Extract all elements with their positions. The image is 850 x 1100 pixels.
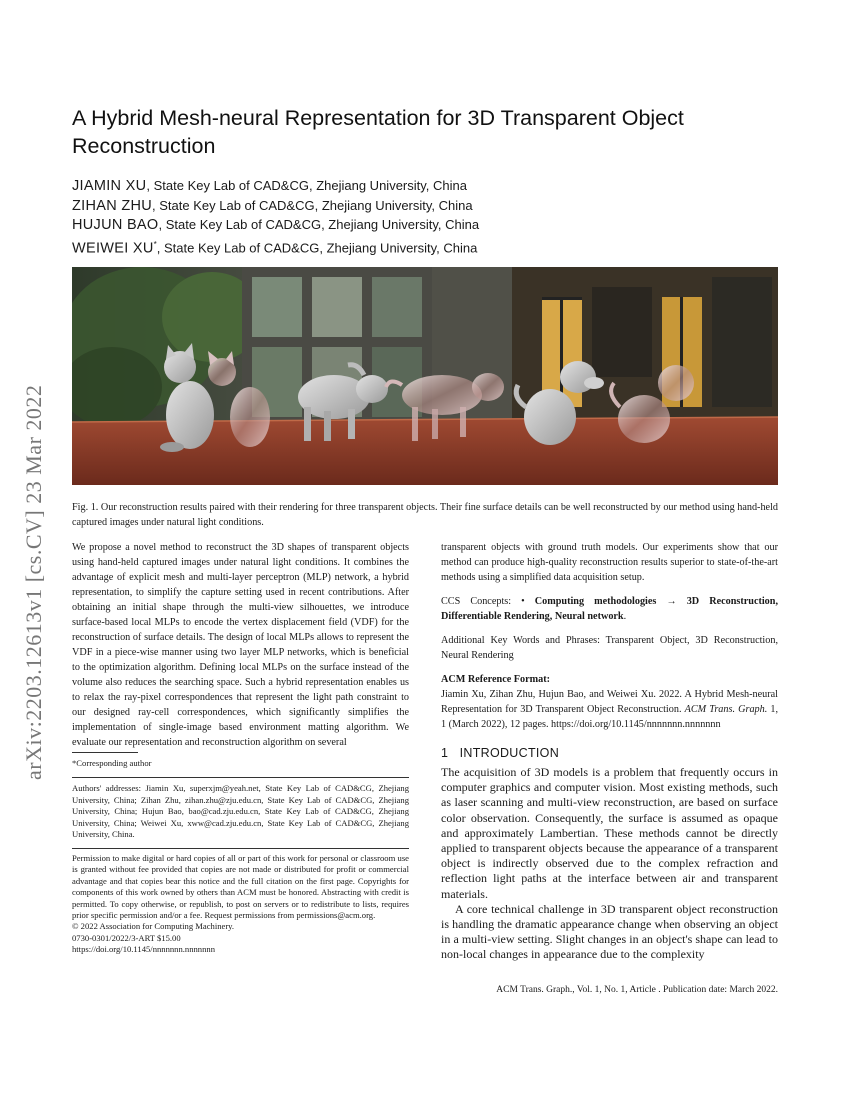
permission-rule xyxy=(72,848,409,849)
ccs-prefix: CCS Concepts: • xyxy=(441,596,525,607)
corresponding-author-note: *Corresponding author xyxy=(72,758,152,768)
abstract: We propose a novel method to reconstruct the 3D shapes of transparent objects using hand-held captured images under natural light conditions. It combines the advantage of explicit mesh and multi-layer perceptron (MLP) network, a hybrid representation, to simplify the capture setting used in recent contributions. After obtaining an initial shape through the multi-view silhouettes, we introduce surface-based local MLPs to encode the vertex displacement field (VDF) for the reconstruction of surface details. The design of local MLPs allows to represent the VDF in a piece-wise manner using two layer MLP networks, which is beneficial to the optimization algorithm. Defining local MLPs on the surface instead of the volume also reduces the searching space. Such a hybrid representation enables us to relax the ray-pixel correspondences that represent the light path constraint to our designed ray-cell correspondences, which significantly simplifies the implementation of single-image based environment matting algorithm. We evaluate our representation and reconstruction algorithm on several xyxy=(72,542,409,748)
ccs-concepts xyxy=(441,594,778,624)
section-number: 1 xyxy=(441,746,449,760)
author-affiliation: , State Key Lab of CAD&CG, Zhejiang University, China xyxy=(152,197,473,213)
right-column xyxy=(441,540,778,963)
doi-line: https://doi.org/10.1145/nnnnnnn.nnnnnnn xyxy=(72,944,215,955)
acm-reference-text: Jiamin Xu, Zihan Zhu, Hujun Bao, and Weiwei Xu. 2022. A Hybrid Mesh-neural Representation for 3D Transparent Object Reconstruction. xyxy=(441,689,778,715)
teaser-image xyxy=(72,267,778,485)
permission-block xyxy=(72,853,409,956)
left-column xyxy=(72,540,409,750)
author-affiliation: , State Key Lab of CAD&CG, Zhejiang University, China xyxy=(146,178,467,193)
author-name: JIAMIN XU xyxy=(72,178,147,194)
author-affiliation: , State Key Lab of CAD&CG, Zhejiang University, China xyxy=(158,217,480,232)
ccs-suffix: . xyxy=(623,611,627,622)
copyright-line: © 2022 Association for Computing Machinery. xyxy=(72,921,235,932)
author-affiliation: , State Key Lab of CAD&CG, Zhejiang University, China xyxy=(156,239,478,255)
author-list xyxy=(72,176,792,254)
author-name: WEIWEI XU xyxy=(72,239,154,256)
author-entry xyxy=(72,215,792,235)
keywords: Additional Key Words and Phrases: Transparent Object, 3D Reconstruction, Neural Rendering xyxy=(441,635,778,661)
page-footer: ACM Trans. Graph., Vol. 1, No. 1, Article . Publication date: March 2022. xyxy=(496,985,778,995)
acm-reference xyxy=(441,687,778,732)
issn-line: 0730-0301/2022/3-ART $15.00 xyxy=(72,932,181,943)
author-name: HUJUN BAO xyxy=(72,217,159,233)
teaser-figure xyxy=(72,267,778,485)
intro-paragraph-1: The acquisition of 3D models is a problem that frequently occurs in computer graphics and computer vision. Most existing methods, such as laser scanning and multi-view reconstruction, are based on surface color observation. Consequently, the surface is assumed as opaque and approximately Lambertian. These methods cannot be directly applied to transparent objects because the appearance of a transparent object is indirectly observed due to the complex refraction and reflection light paths at the interface between air and transparent materials. xyxy=(441,765,778,901)
address-rule xyxy=(72,777,409,778)
acm-reference-journal: ACM Trans. Graph. xyxy=(684,704,768,715)
author-entry xyxy=(72,176,792,196)
abstract-continued: transparent objects with ground truth models. Our experiments show that our method can produce high-quality reconstruction results superior to state-of-the-art methods using a simplified data acquisition setup. xyxy=(441,542,778,583)
author-name: ZIHAN ZHU xyxy=(72,197,153,214)
permission-text: Permission to make digital or hard copies of all or part of this work for personal or classroom use is granted without fee provided that copies are not made or distributed for profit or commercial advantage and that copies bear this notice and the full citation on the first page. Copyrights for components of this work owned by others than ACM must be honored. Abstracting with credit is permitted. To copy otherwise, or republish, to post on servers or to redistribute to lists, requires prior specific permission and/or a fee. Request permissions from permissions@acm.org. xyxy=(72,853,409,921)
acm-reference-tail: 1, 1 (March 2022), 12 pages. https://doi.org/10.1145/nnnnnnn.nnnnnnn xyxy=(441,704,779,730)
footnote-rule xyxy=(72,752,138,753)
figure-caption: Fig. 1. Our reconstruction results paired with their rendering for three transparent objects. Their fine surface details can be well reconstructed by our method using hand-held captured images under natural light conditions. xyxy=(72,502,778,528)
intro-paragraph-2: A core technical challenge in 3D transparent object reconstruction is handling the dramatic appearance change when observing an object in a multi-view setting. Slight changes in an object's shape can lead to non-local changes in appearance due to the complexity xyxy=(441,901,778,962)
paper-title: A Hybrid Mesh-neural Representation for 3D Transparent Object Reconstruction xyxy=(72,106,684,158)
author-entry xyxy=(72,196,792,216)
author-entry xyxy=(72,235,792,255)
arxiv-stamp: arXiv:2203.12613v1 [cs.CV] 23 Mar 2022 xyxy=(21,384,46,780)
section-heading xyxy=(441,746,778,761)
author-sup: * xyxy=(153,239,157,249)
author-addresses: Authors' addresses: Jiamin Xu, superxjm@yeah.net, State Key Lab of CAD&CG, Zhejiang University, China; Zihan Zhu, zihan.zhu@zju.edu.cn, State Key Lab of CAD&CG, Zhejiang University, China; Hujun Bao, bao@cad.zju.edu.cn, State Key Lab of CAD&CG, Zhejiang University, China; Weiwei Xu, xww@cad.zju.edu.cn, State Key Lab of CAD&CG, Zhejiang University, China. xyxy=(72,783,409,839)
ccs-concepts-bold: Computing methodologies → 3D Reconstruction, Differentiable Rendering, Neural network xyxy=(441,596,778,622)
section-title: INTRODUCTION xyxy=(459,746,560,760)
acm-reference-heading: ACM Reference Format: xyxy=(441,674,550,685)
